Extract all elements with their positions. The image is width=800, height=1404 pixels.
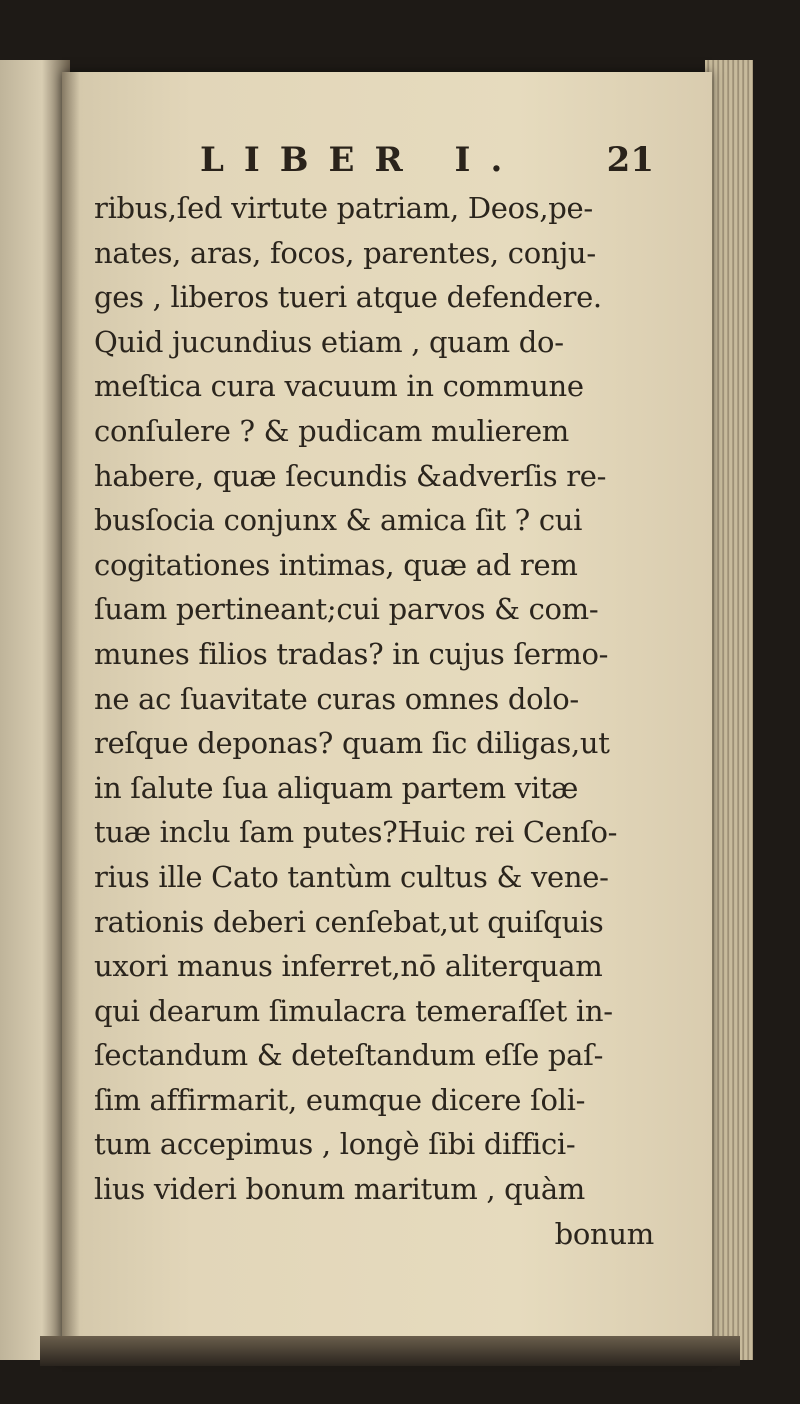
text-line: ſuam pertineant;cui parvos & com-	[94, 592, 599, 627]
text-line: rius ille Cato tantùm cultus & vene-	[94, 859, 609, 894]
text-line: ne ac ſuavitate curas omnes dolo-	[94, 681, 579, 716]
text-line: lius videri bonum maritum , quàm	[94, 1172, 586, 1207]
text-line: ribus,ſed virtute patriam, Deos,pe-	[94, 191, 593, 225]
text-line: ges , liberos tueri atque defendere.	[94, 280, 602, 315]
text-line: in ſalute ſua aliquam partem vitæ	[94, 770, 579, 805]
page-edges	[705, 60, 753, 1360]
text-line: tum accepimus , longè ſibi diffici-	[94, 1127, 576, 1162]
text-line: busſocia conjunx & amica ſit ? cui	[94, 503, 583, 538]
text-line: habere, quæ ſecundis &adverſis re-	[94, 458, 607, 493]
text-line: rationis deberi cenſebat,ut quiſquis	[94, 904, 604, 939]
text-line: meſtica cura vacuum in commune	[94, 369, 584, 404]
text-line: tuæ inclu ſam putes?Huic rei Cenſo-	[94, 815, 618, 850]
text-line: munes filios tradas? in cujus ſermo-	[94, 636, 609, 671]
page-gutter	[62, 72, 80, 1357]
page-bottom-shadow	[40, 1336, 740, 1366]
text-line: qui dearum ſimulacra temeraſſet in-	[94, 993, 613, 1028]
running-title: LIBER I.	[200, 140, 523, 180]
text-line: ſectandum & deteſtandum eſſe paſ-	[94, 1038, 604, 1073]
text-line: ſim affirmarit, eumque dicere ſoli-	[94, 1082, 586, 1117]
text-line: Quid jucundius etiam , quam do-	[94, 324, 564, 359]
text-line: conſulere ? & pudicam mulierem	[94, 413, 570, 448]
page-number: 21	[606, 140, 654, 180]
catchword: bonum	[554, 1216, 654, 1251]
facing-page-edge	[0, 60, 70, 1360]
text-line: reſque deponas? quam ſic diligas,ut	[94, 726, 610, 761]
text-line: cogitationes intimas, quæ ad rem	[94, 547, 578, 582]
text-line: nates, aras, focos, parentes, conju-	[94, 235, 596, 270]
text-line: uxori manus inferret,nō aliterquam	[94, 949, 603, 984]
text-block	[94, 186, 654, 1256]
